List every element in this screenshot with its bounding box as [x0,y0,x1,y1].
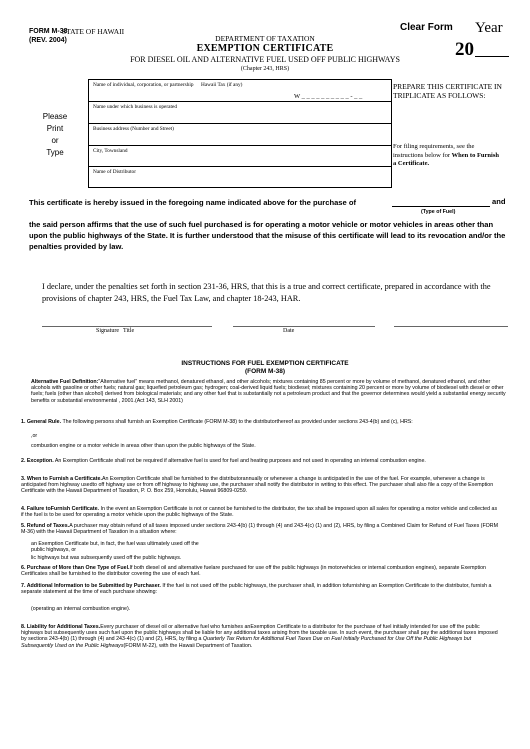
certificate-statement-line2: the said person affirms that the use of such fuel purchased is for operating a motor vehicle or motor vehicles in areas other than upon the public highways of the State. It is further understood that the misuse of this certificate will lead to its revocation and/or the penalties provided by law. [29,220,506,251]
instruction-refund: 5. Refund of Taxes.A purchaser may obtain refund of all taxes imposed under sections 243-4(b) (1) through (4) and 243-4(c) (1) and (2), HRS, by filing a Combined Claim for Refund of Fuel Taxes (FORM M-36) with the Hawaii Department of Taxation in a situation where: [21,523,499,536]
instruction-when-to-furnish: 3. When to Furnish a Certificate.An Exemption Certificate shall be furnished to the distributorannually or whenever a change is anticipated in the use of the fuel. For example, whenever a change is anticipated from highway usedto off highway use or from off highway to highway use, the purchaser shall notify the distributor in writing to this effect. The purchaser shall also file a copy of the Exemption Certificate with the Hawaii Department of Taxation, P. O. Box 259, Honolulu, Hawaii 96809-0259. [21,476,494,495]
and-text: and [492,197,506,206]
instruction-additional-info: 7. Additional Information to be Submitted by Purchaser. If the fuel is not used off the public highways, the purchaser shall, in addition tofurnishing an Exemption Certificate to the distributor, furnish a separate statement at the time of each purchase showing: [21,583,492,596]
prepare-instructions: PREPARE THIS CERTIFICATE IN TRIPLICATE AS FOLLOWS: [393,82,502,100]
city-field[interactable]: City, Townsland [89,146,391,167]
instructions-title: INSTRUCTIONS FOR FUEL EXEMPTION CERTIFICATE (FORM M-38) [181,360,349,375]
department-name: DEPARTMENT OF TAXATION [215,34,315,43]
distributor-name-field[interactable]: Name of Distributor [93,169,136,175]
date-line[interactable] [233,326,375,327]
chapter-reference: (Chapter 243, HRS) [240,66,290,72]
certificate-subtitle: FOR DIESEL OIL AND ALTERNATIVE FUEL USED OFF PUBLIC HIGHWAYS [130,55,400,64]
instruction-exception: 2. Exception. An Exemption Certificate shall not be required if alternative fuel is used for fuel and heating purposes and not used in operating an internal combustion engine. [21,458,426,464]
please-print-or-type: Please Print or Type [42,112,68,157]
year-label: Year [475,20,503,36]
state-name: STATE OF HAWAII [62,27,125,36]
signature-line[interactable] [42,326,212,327]
instruction-more-than-one-fuel: 6. Purchase of More than One Type of Fuel.If both diesel oil and alternative fuelare purchased for use off the public highways (in motorvehicles or internal combustion engines), separate Exemption Certificates shall be furnished to the distributor covering the use of each fuel. [21,565,486,578]
fuel-type-input[interactable] [392,206,490,207]
date-label: Date [283,328,295,334]
form-revision: (REV. 2004) [29,37,67,44]
instruction-refund-sub2: lic highways but was subsequently used off the public highways. [31,555,182,561]
instruction-liability: 8. Liability for Additional Taxes.Every purchaser of diesel oil or alternative fuel who furnishes anExemption Certificate to a distributor for the purchase of fuel initially intended for use off the public highways but subsequently uses such fuel upon the public highways shall be liable for any additional taxes arising from the taxable use. In such event, the purchaser shall pay the additional taxes imposed by sections 243-4(b) (1) through (4) and 243-4(c) (1) and (2), HRS, by filing a Quarterly Tax Return for Additional Fuel Taxes Due on Fuel Initially Purchased for Use Off the Public Highways but Subsequently Used on the Public Highways(FORM M-22), with the Hawaii Department of Taxation. [21,624,498,649]
name-field[interactable]: Name of individual, corporation, or partnership Hawaii Tax (if any) W _ _ _ _ _ _ _ _ _ _ - _ _ [89,80,391,102]
filing-requirements-note: For filing requirements, see the instructions below for When to Furnish a Certificate. [393,143,499,167]
year-prefix: 20 [455,39,474,60]
extra-line[interactable] [394,326,508,327]
hawaii-tax-id-field[interactable]: W _ _ _ _ _ _ _ _ _ _ - _ _ [294,93,363,100]
instruction-additional-info-sub: (operating an internal combustion engine). [31,606,131,612]
taxpayer-info-box [88,79,392,188]
title-label: Title [123,328,135,334]
instruction-general-rule: 1. General Rule. The following persons shall furnish an Exemption Certificate (FORM M-38) to the distributorthereof as provided under sections 243-4(b) and (c), HRS: [21,419,413,425]
alternative-fuel-definition: Alternative Fuel Definition:"Alternative fuel" means methanol, denatured ethanol, and other alcohols; mixtures containing 85 percent or more by volume of methanol, denatured ethanol, and other alcohols with gasoline or other fuels; natural gas; liquefied petroleum gas; hydrogen; coal-derived liquid fuels; biodiesel; mixtures containing 20 percent or more by volume of biodiesel with diesel or other fuels; fuels (other than alcohol) derived from biological materials; and any other fuel that is substantially not a petroleum product and that the governor determines would yield a substantial energy security benefits or substantial environmental , 2001.(Act 143, SLH 2001) [31,379,506,404]
type-of-fuel-label: (Type of Fuel) [421,209,456,215]
business-name-field[interactable]: Name under which business is operated [89,102,391,124]
certificate-statement-line1: This certificate is hereby issued in the foregoing name indicated above for the purchase of [29,198,357,207]
instruction-failure: 4. Failure toFurnish Certificate. In the event an Exemption Certificate is not or cannot be furnished to the distributor, the tax shall be imposed upon all sales for operating a motor vehicle and collected as if the fuel is to be used for operating a motor vehicle upon the public highways of the State. [21,506,498,519]
hawaii-tax-label: Hawaii Tax (if any) [201,82,243,88]
declaration-text: I declare, under the penalties set forth in section 231-36, HRS, that this is a true and correct certificate, prepared in accordance with the provisions of chapter 243, HRS, the Fuel Tax Law, and chapter 18-243, HAR. [42,282,491,303]
certificate-title: EXEMPTION CERTIFICATE [196,43,334,54]
business-address-field[interactable]: Business address (Number and Street) [89,124,391,146]
clear-form-button[interactable]: Clear Form [400,22,453,33]
form-number: FORM M-38 (REV. 2004) [29,28,68,44]
instruction-refund-sub1: an Exemption Certificate but, in fact, the fuel was ultimately used off the public highways, or [31,541,199,554]
instruction-or: ,or [31,433,38,439]
instruction-general-rule-sub: combustion engine or a motor vehicle in areas other than upon the public highways of the State. [31,443,256,449]
signature-label: Signature [96,328,119,334]
